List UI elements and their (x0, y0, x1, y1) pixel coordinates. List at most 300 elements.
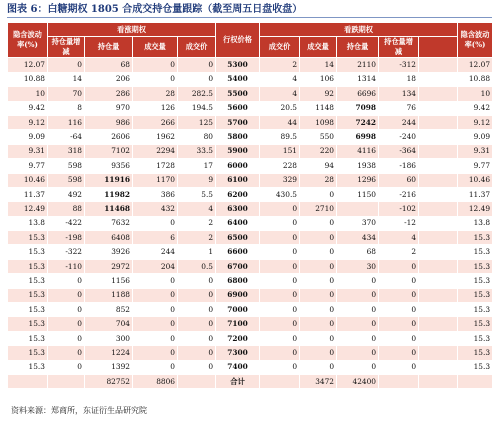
table-cell: 0 (260, 317, 300, 331)
table-cell: 15.3 (458, 288, 493, 302)
table-cell: 204 (133, 259, 178, 273)
header-call-group: 看涨期权 (48, 23, 216, 37)
table-cell: 125 (178, 115, 216, 129)
table-cell: 70 (48, 87, 85, 101)
table-cell: 0 (379, 331, 419, 345)
table-cell-empty (419, 346, 458, 360)
table-cell: 6696 (337, 87, 379, 101)
table-cell: 1224 (85, 346, 133, 360)
table-cell: 9.42 (458, 101, 493, 115)
table-cell: 0 (379, 317, 419, 331)
table-cell-empty (419, 101, 458, 115)
table-cell-empty (419, 274, 458, 288)
table-cell: 9.31 (8, 144, 48, 158)
header-oi-change-put: 持仓量增减 (379, 37, 419, 58)
header-iv-call: 隐含波动率(%) (8, 23, 48, 58)
table-cell: 0 (260, 202, 300, 216)
totals-cell: 合计 (216, 374, 260, 388)
table-cell: 228 (260, 159, 300, 173)
table-cell-empty (419, 173, 458, 187)
table-cell: 1170 (133, 173, 178, 187)
table-row (8, 346, 493, 360)
table-cell: 1728 (133, 159, 178, 173)
table-cell: 15.3 (8, 259, 48, 273)
table-cell-empty (419, 159, 458, 173)
table-cell: 10.88 (458, 72, 493, 86)
table-cell: 286 (85, 87, 133, 101)
table-cell: 0 (260, 331, 300, 345)
table-cell: 6408 (85, 231, 133, 245)
table-cell-empty (419, 58, 458, 72)
table-cell: 1962 (133, 130, 178, 144)
strike-cell: 6900 (216, 288, 260, 302)
table-cell: 0 (133, 58, 178, 72)
table-cell-empty (419, 216, 458, 230)
table-row (8, 58, 493, 72)
table-cell: 68 (337, 245, 379, 259)
table-cell: 15.3 (8, 331, 48, 345)
strike-cell: 5700 (216, 115, 260, 129)
table-row (8, 231, 493, 245)
header-oi-call: 持仓量 (85, 37, 133, 58)
table-cell: 13.8 (458, 216, 493, 230)
table-cell: 106 (300, 72, 337, 86)
table-cell: 10.46 (8, 173, 48, 187)
table-cell-empty (379, 374, 419, 388)
table-cell: 0 (178, 274, 216, 288)
totals-row (8, 374, 493, 388)
strike-cell: 6200 (216, 187, 260, 201)
table-cell: 9.77 (8, 159, 48, 173)
table-row (8, 317, 493, 331)
table-cell: 598 (48, 173, 85, 187)
table-cell: 970 (85, 101, 133, 115)
table-cell: 0 (48, 346, 85, 360)
table-cell: 44 (260, 115, 300, 129)
table-cell: -12 (379, 216, 419, 230)
table-cell-empty (419, 87, 458, 101)
table-row (8, 274, 493, 288)
table-cell: 68 (85, 58, 133, 72)
table-row (8, 303, 493, 317)
table-cell: 12.07 (458, 58, 493, 72)
table-cell: 852 (85, 303, 133, 317)
table-cell: 15.3 (458, 245, 493, 259)
table-body (8, 58, 493, 389)
table-cell: 0 (260, 274, 300, 288)
table-cell: 92 (300, 87, 337, 101)
table-cell: 432 (133, 202, 178, 216)
table-cell: 0 (300, 346, 337, 360)
table-cell: 0 (260, 245, 300, 259)
table-cell: 2294 (133, 144, 178, 158)
strike-cell: 7100 (216, 317, 260, 331)
table-cell: 7098 (337, 101, 379, 115)
table-cell: 15.3 (8, 360, 48, 374)
table-row (8, 202, 493, 216)
strike-cell: 5400 (216, 72, 260, 86)
table-cell: 9.09 (458, 130, 493, 144)
table-cell: 15.3 (458, 360, 493, 374)
table-cell: 10.88 (8, 72, 48, 86)
table-cell: 206 (85, 72, 133, 86)
table-cell: 0 (133, 346, 178, 360)
table-cell: 4 (379, 231, 419, 245)
table-cell: 7102 (85, 144, 133, 158)
strike-cell: 7300 (216, 346, 260, 360)
table-cell: 0 (178, 72, 216, 86)
table-cell-empty (419, 317, 458, 331)
table-cell: 4116 (337, 144, 379, 158)
table-cell: 2 (178, 231, 216, 245)
header-iv-put: 隐含波动率(%) (458, 23, 493, 58)
table-cell: 28 (133, 87, 178, 101)
table-cell: 0 (300, 303, 337, 317)
table-cell-empty (419, 303, 458, 317)
source-note: 资料来源：郑商所，东证衍生品研究院 (11, 406, 147, 415)
header-price-put: 成交价 (260, 37, 300, 58)
table-cell-empty (260, 374, 300, 388)
strike-cell: 7000 (216, 303, 260, 317)
table-cell: 0 (300, 288, 337, 302)
table-row (8, 115, 493, 129)
table-cell: 15.3 (458, 231, 493, 245)
table-cell: 1188 (85, 288, 133, 302)
table-cell: 11.37 (458, 187, 493, 201)
strike-cell: 5600 (216, 101, 260, 115)
table-cell: 0 (300, 216, 337, 230)
table-cell: 8 (48, 101, 85, 115)
table-cell: 0 (337, 303, 379, 317)
strike-cell: 5500 (216, 87, 260, 101)
table-cell-empty (178, 374, 216, 388)
header-blank-put (419, 37, 458, 58)
strike-cell: 5800 (216, 130, 260, 144)
table-cell: 0 (337, 317, 379, 331)
totals-cell: 42400 (337, 374, 379, 388)
table-cell: 9356 (85, 159, 133, 173)
table-cell: 0 (260, 303, 300, 317)
table-cell: 9.31 (458, 144, 493, 158)
table-cell: 0 (337, 274, 379, 288)
table-cell: 0 (133, 317, 178, 331)
table-cell: 30 (337, 259, 379, 273)
strike-cell: 6100 (216, 173, 260, 187)
table-cell: 18 (379, 72, 419, 86)
table-cell: 2972 (85, 259, 133, 273)
table-cell: 0.5 (178, 259, 216, 273)
table-cell: 220 (300, 144, 337, 158)
table-cell: 0 (337, 331, 379, 345)
table-cell: 0 (48, 288, 85, 302)
table-cell: 9.42 (8, 101, 48, 115)
table-cell: 14 (48, 72, 85, 86)
table-cell-empty (419, 360, 458, 374)
table-cell: 704 (85, 317, 133, 331)
table-cell: 15.3 (8, 274, 48, 288)
table-cell-empty (8, 374, 48, 388)
table-cell-empty (419, 259, 458, 273)
table-cell: 0 (178, 360, 216, 374)
header-oi-change-call: 持仓量增减 (48, 37, 85, 58)
table-row (8, 159, 493, 173)
table-cell-empty (419, 130, 458, 144)
table-cell: 2110 (337, 58, 379, 72)
table-cell: 9.12 (458, 115, 493, 129)
table-cell: 10 (458, 87, 493, 101)
table-cell: 194.5 (178, 101, 216, 115)
table-cell: 0 (379, 288, 419, 302)
table-cell: 430.5 (260, 187, 300, 201)
table-cell: 116 (48, 115, 85, 129)
table-cell: 1156 (85, 274, 133, 288)
table-cell: 266 (133, 115, 178, 129)
table-cell: -240 (379, 130, 419, 144)
table-cell: 0 (133, 360, 178, 374)
table-cell: 598 (48, 159, 85, 173)
table-cell: -322 (48, 245, 85, 259)
table-row (8, 101, 493, 115)
header-strike: 行权价格 (216, 23, 260, 58)
table-cell: 0 (178, 346, 216, 360)
header-vol-call: 成交量 (133, 37, 178, 58)
table-cell: 0 (379, 259, 419, 273)
table-cell: 0 (379, 274, 419, 288)
table-cell: -364 (379, 144, 419, 158)
table-cell: -198 (48, 231, 85, 245)
table-cell: 12.49 (458, 202, 493, 216)
table-cell-empty (419, 72, 458, 86)
table-row (8, 216, 493, 230)
table-cell: 4 (178, 202, 216, 216)
table-cell-empty (419, 187, 458, 201)
table-title: 图表 6：白糖期权 1805 合成交持仓量跟踪（截至周五日盘收盘） (7, 4, 303, 15)
table-cell: 0 (300, 245, 337, 259)
table-cell: 10 (8, 87, 48, 101)
table-cell: 151 (260, 144, 300, 158)
table-cell: -102 (379, 202, 419, 216)
table-cell: 282.5 (178, 87, 216, 101)
table-cell: 15.3 (458, 317, 493, 331)
table-cell: 11916 (85, 173, 133, 187)
strike-cell: 6300 (216, 202, 260, 216)
table-cell: 0 (178, 331, 216, 345)
table-cell: 1938 (337, 159, 379, 173)
table-cell: 0 (337, 288, 379, 302)
table-cell: 2 (178, 216, 216, 230)
table-cell: 20.5 (260, 101, 300, 115)
table-cell: 89.5 (260, 130, 300, 144)
table-cell-empty (458, 374, 493, 388)
table-row (8, 72, 493, 86)
strike-cell: 7400 (216, 360, 260, 374)
table-cell-empty (419, 231, 458, 245)
table-cell: 1314 (337, 72, 379, 86)
table-cell: 0 (300, 231, 337, 245)
table-cell: -422 (48, 216, 85, 230)
table-cell: 329 (260, 173, 300, 187)
strike-cell: 5300 (216, 58, 260, 72)
table-cell: 60 (379, 173, 419, 187)
strike-cell: 7200 (216, 331, 260, 345)
table-cell: 15.3 (458, 331, 493, 345)
table-row (8, 144, 493, 158)
table-cell: 15.3 (458, 274, 493, 288)
options-oi-table (7, 22, 493, 389)
table-cell: 434 (337, 231, 379, 245)
table-cell: 126 (133, 101, 178, 115)
table-cell: 80 (178, 130, 216, 144)
table-cell: 0 (300, 331, 337, 345)
header-price-call: 成交价 (178, 37, 216, 58)
table-cell: 9.77 (458, 159, 493, 173)
table-cell: 15.3 (458, 303, 493, 317)
table-cell-empty (419, 144, 458, 158)
table-cell: 15.3 (8, 245, 48, 259)
table-cell-empty (419, 245, 458, 259)
table-cell: 7632 (85, 216, 133, 230)
table-cell: 1148 (300, 101, 337, 115)
strike-cell: 6500 (216, 231, 260, 245)
table-cell: -110 (48, 259, 85, 273)
table-cell: 0 (379, 303, 419, 317)
table-cell: 0 (379, 346, 419, 360)
table-cell: 0 (178, 288, 216, 302)
table-cell: 1098 (300, 115, 337, 129)
table-cell: -186 (379, 159, 419, 173)
table-cell: 6 (133, 231, 178, 245)
table-cell: 88 (48, 202, 85, 216)
table-cell: 4 (260, 72, 300, 86)
table-cell: 2606 (85, 130, 133, 144)
table-cell: 492 (48, 187, 85, 201)
totals-cell: 3472 (300, 374, 337, 388)
table-cell: 318 (48, 144, 85, 158)
table-cell: 76 (379, 101, 419, 115)
table-cell: 0 (133, 288, 178, 302)
strike-cell: 6800 (216, 274, 260, 288)
table-cell: 0 (133, 303, 178, 317)
table-row (8, 130, 493, 144)
table-cell: 0 (337, 360, 379, 374)
header-vol-put: 成交量 (300, 37, 337, 58)
table-cell: 1296 (337, 173, 379, 187)
table-cell: 13.8 (8, 216, 48, 230)
table-cell: 0 (48, 331, 85, 345)
table-cell: 134 (379, 87, 419, 101)
table-cell: 244 (133, 245, 178, 259)
table-cell: 10.46 (458, 173, 493, 187)
table-cell: 15.3 (458, 259, 493, 273)
table-cell: 14 (300, 58, 337, 72)
table-row (8, 173, 493, 187)
table-cell: 15.3 (458, 346, 493, 360)
table-cell: 12.49 (8, 202, 48, 216)
table-cell: 1392 (85, 360, 133, 374)
table-cell: 12.07 (8, 58, 48, 72)
table-cell: 0 (48, 317, 85, 331)
table-row (8, 331, 493, 345)
table-cell: 2 (379, 245, 419, 259)
table-cell: 0 (300, 360, 337, 374)
table-row (8, 259, 493, 273)
table-cell: 0 (260, 259, 300, 273)
table-cell: 0 (133, 274, 178, 288)
table-cell: 0 (133, 216, 178, 230)
table-cell: 15.3 (8, 231, 48, 245)
table-cell: 0 (300, 259, 337, 273)
table-cell: 0 (300, 317, 337, 331)
strike-cell: 6400 (216, 216, 260, 230)
table-cell (337, 202, 379, 216)
table-row (8, 187, 493, 201)
table-cell: 0 (260, 216, 300, 230)
table-cell: 15.3 (8, 346, 48, 360)
table-cell-empty (419, 115, 458, 129)
table-cell: 0 (300, 187, 337, 201)
table-cell: 0 (48, 274, 85, 288)
table-cell: 1 (178, 245, 216, 259)
table-cell: 15.3 (8, 317, 48, 331)
table-cell: 300 (85, 331, 133, 345)
table-cell: 386 (133, 187, 178, 201)
table-cell: 9 (178, 173, 216, 187)
table-cell: 0 (133, 72, 178, 86)
table-cell: 0 (133, 331, 178, 345)
table-cell: 15.3 (8, 288, 48, 302)
table-cell: 0 (260, 360, 300, 374)
table-cell: 0 (300, 274, 337, 288)
table-cell: 0 (260, 231, 300, 245)
strike-cell: 6600 (216, 245, 260, 259)
table-cell: 0 (178, 317, 216, 331)
table-cell: 28 (300, 173, 337, 187)
table-cell: 0 (178, 58, 216, 72)
table-cell: 0 (379, 360, 419, 374)
title-rule (7, 17, 492, 18)
table-cell-empty (419, 374, 458, 388)
table-cell: 4 (260, 87, 300, 101)
table-cell: 7242 (337, 115, 379, 129)
totals-cell: 8806 (133, 374, 178, 388)
table-cell: 9.09 (8, 130, 48, 144)
strike-cell: 6700 (216, 259, 260, 273)
table-cell: 9.12 (8, 115, 48, 129)
table-cell: 370 (337, 216, 379, 230)
table-cell: 6998 (337, 130, 379, 144)
table-cell: 5.5 (178, 187, 216, 201)
table-cell: -312 (379, 58, 419, 72)
table-cell-empty (419, 288, 458, 302)
table-row (8, 245, 493, 259)
table-cell: 1150 (337, 187, 379, 201)
table-cell-empty (419, 202, 458, 216)
table-cell: 17 (178, 159, 216, 173)
table-cell-empty (48, 374, 85, 388)
table-cell: 2710 (300, 202, 337, 216)
table-cell: 0 (48, 360, 85, 374)
strike-cell: 6000 (216, 159, 260, 173)
table-cell: 94 (300, 159, 337, 173)
table-cell: 0 (178, 303, 216, 317)
table-row (8, 288, 493, 302)
header-put-group: 看跌期权 (260, 23, 458, 37)
table-cell-empty (419, 331, 458, 345)
table-cell: 0 (260, 346, 300, 360)
table-cell: 986 (85, 115, 133, 129)
table-cell: 33.5 (178, 144, 216, 158)
table-cell: 11.37 (8, 187, 48, 201)
